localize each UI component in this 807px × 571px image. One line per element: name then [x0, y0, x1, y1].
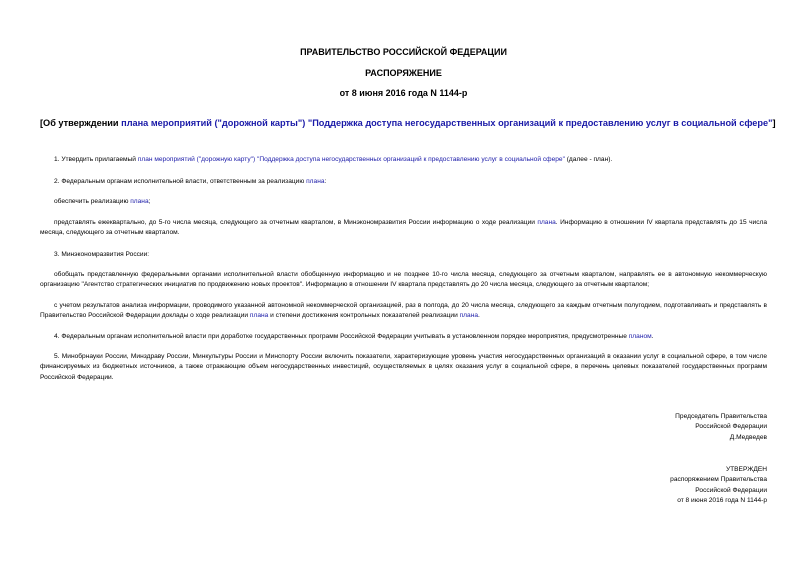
approval-line-2: распоряжением Правительства [670, 476, 767, 484]
paragraph-5: 3. Минэкономразвития России: [54, 251, 150, 258]
paragraph-6: обобщать представленную федеральными органами исполнительной власти обобщенную информацию и не позднее 10-го числа месяца, следующего за отчетным кварталом, направлять ее в автономную некоммерческую организацию "Агентство стратегических инициатив по продвижению новых проектов". Информацию в отношении IV квартала представлять до 20 числа месяца, следующего за отчетным кварталом; [40, 271, 767, 289]
title-prefix: [Об утверждении [40, 118, 122, 128]
paragraph-7-middle: и степени достижения контрольных показателей реализации [268, 312, 460, 320]
title-plan-link[interactable]: плана мероприятий ("дорожной карты") "Поддержка доступа негосударственных организаций к предоставлению услуг в социальной сфере" [121, 118, 773, 128]
paragraph-4-text: представлять ежеквартально, до 5-го числа месяца, следующего за отчетным кварталом, в Минэкономразвития России информацию о ходе реализации [54, 219, 538, 226]
signature-name: Д.Медведев [729, 433, 767, 441]
plan-link[interactable]: плана [459, 312, 479, 320]
paragraph-3 [40, 197, 767, 207]
plan-link[interactable]: плана [130, 198, 149, 205]
document-title [40, 118, 776, 128]
paragraph-1 [40, 155, 767, 165]
document-date-number: от 8 июня 2016 года N 1144-р [339, 88, 468, 98]
title-suffix: ] [772, 118, 776, 128]
paragraph-1-tail: (далее - план). [564, 156, 613, 163]
paragraph-3-text: обеспечить реализацию [54, 198, 131, 205]
plan-link[interactable]: планом [628, 333, 652, 340]
paragraph-7-text: с учетом результатов анализа информации, проводимого указанной автономной некоммерческой организацией, раз в полгода, до 20 числа месяца, следующего за каждым отчетным полугодием, подготавливать и представлять в Правительство Российской Федерации доклады о ходе реализации [40, 302, 767, 320]
paragraph-8-text: 4. Федеральным органам исполнительной власти при доработке государственных программ Российской Федерации учитывать в установленном порядке мероприятия, предусмотренные [54, 333, 629, 340]
paragraph-8-tail: . [651, 333, 654, 340]
paragraph-4 [40, 218, 767, 239]
paragraph-7-tail: . [478, 312, 480, 320]
plan-link[interactable]: план мероприятий ("дорожную карту") "Поддержка доступа негосударственных организаций к предоставлению услуг в социальной сфере" [137, 156, 565, 163]
approval-date-number: от 8 июня 2016 года N 1144-р [677, 496, 767, 504]
signature-block [567, 412, 767, 443]
paragraph-8 [40, 332, 767, 342]
paragraph-2 [40, 177, 767, 187]
approval-block [567, 465, 767, 506]
paragraph-7 [40, 301, 767, 322]
paragraph-2-tail: : [324, 178, 327, 185]
government-heading: ПРАВИТЕЛЬСТВО РОССИЙСКОЙ ФЕДЕРАЦИИ [300, 47, 507, 57]
signature-position: Председатель Правительства [675, 413, 767, 420]
approval-line-3: Российской Федерации [695, 486, 767, 494]
paragraph-3-tail: ; [148, 198, 151, 205]
paragraph-1-text: 1. Утвердить прилагаемый [54, 156, 138, 163]
paragraph-9: 5. Минобрнауки России, Минздраву России, Минкультуры России и Минспорту России включить показатели, характеризующие уровень участия негосударственных организаций в оказании услуг в социальной сфере, в том числе финансируемых из бюджетных источников, а также отражающие объем негосударственных инвестиций, осуществляемых в целях оказания услуг в социальной сфере, в перечень целевых показателей государственных программ Российской Федерации. [40, 353, 767, 381]
paragraph-2-text: 2. Федеральным органам исполнительной власти, ответственным за реализацию [54, 178, 307, 185]
paragraph-4-tail: . Информацию в отношении IV квартала представлять до 15 числа месяца, следующего за отчетным кварталом. [40, 219, 768, 237]
signature-body: Российской Федерации [695, 423, 767, 431]
plan-link[interactable]: плана [306, 178, 325, 185]
document-type-heading: РАСПОРЯЖЕНИЕ [365, 68, 442, 78]
approval-title: УТВЕРЖДЕН [725, 466, 767, 473]
plan-link[interactable]: плана [537, 219, 556, 226]
plan-link[interactable]: плана [249, 312, 269, 320]
